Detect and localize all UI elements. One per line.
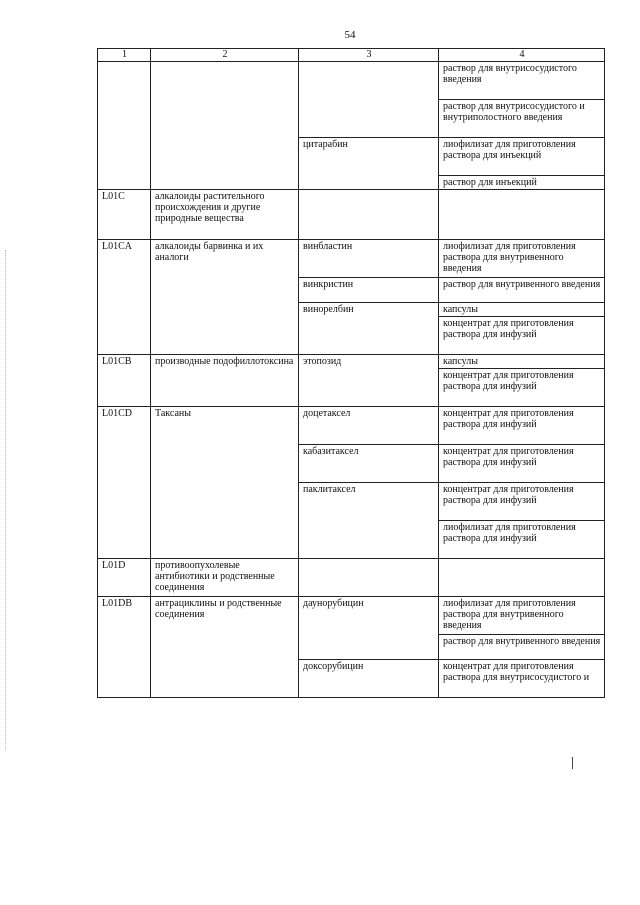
dosage-form-cell: раствор для инъекций — [439, 176, 605, 190]
table-row — [98, 190, 605, 240]
dosage-form-cell: раствор для внутривенного введения — [439, 635, 605, 660]
dosage-form-cell: капсулы — [439, 355, 605, 369]
drug-table — [97, 48, 605, 698]
dosage-form-cell: лиофилизат для приготовления раствора для инфузий — [439, 521, 605, 559]
dosage-form-cell: лиофилизат для приготовления раствора для инъекций — [439, 138, 605, 176]
table-row — [98, 355, 605, 369]
group-name-cell: производные подофиллотоксина — [151, 355, 299, 407]
column-number: 3 — [299, 49, 439, 62]
dosage-form-cell: раствор для внутрисосудистого и внутриполостного введения — [439, 100, 605, 138]
atc-code-cell: L01D — [98, 559, 151, 597]
column-number-row — [98, 49, 605, 62]
drug-name-cell: винкристин — [299, 278, 439, 303]
dosage-form-cell: концентрат для приготовления раствора для инфузий — [439, 407, 605, 445]
column-number: 2 — [151, 49, 299, 62]
drug-name-cell: этопозид — [299, 355, 439, 407]
dosage-form-cell: концентрат для приготовления раствора для инфузий — [439, 483, 605, 521]
group-name-cell: алкалоиды растительного происхождения и другие природные вещества — [151, 190, 299, 240]
drug-name-cell — [299, 62, 439, 138]
group-name-cell: алкалоиды барвинка и их аналоги — [151, 240, 299, 355]
dosage-form-cell: раствор для внутрисосудистого введения — [439, 62, 605, 100]
dosage-form-cell: концентрат для приготовления раствора для инфузий — [439, 445, 605, 483]
dosage-form-cell: концентрат для приготовления раствора для внутрисосудистого и — [439, 660, 605, 698]
table-row — [98, 240, 605, 278]
dosage-form-cell: лиофилизат для приготовления раствора для внутривенного введения — [439, 597, 605, 635]
atc-code-cell: L01C — [98, 190, 151, 240]
drug-name-cell: паклитаксел — [299, 483, 439, 559]
margin-scan-line — [5, 250, 6, 750]
drug-name-cell: винбластин — [299, 240, 439, 278]
page-number: 54 — [344, 29, 356, 41]
drug-name-cell: винорелбин — [299, 303, 439, 355]
drug-name-cell: доксорубицин — [299, 660, 439, 698]
column-number: 4 — [439, 49, 605, 62]
dosage-form-cell: капсулы — [439, 303, 605, 317]
table-row — [98, 62, 605, 100]
dosage-form-cell — [439, 559, 605, 597]
atc-code-cell: L01CA — [98, 240, 151, 355]
dosage-form-cell: раствор для внутривенного введения — [439, 278, 605, 303]
group-name-cell: антрациклины и родственные соединения — [151, 597, 299, 698]
drug-name-cell: даунорубицин — [299, 597, 439, 660]
column-number: 1 — [98, 49, 151, 62]
dosage-form-cell: лиофилизат для приготовления раствора для внутривенного введения — [439, 240, 605, 278]
dosage-form-cell: концентрат для приготовления раствора для инфузий — [439, 369, 605, 407]
drug-name-cell — [299, 559, 439, 597]
drug-name-cell — [299, 190, 439, 240]
group-name-cell: Таксаны — [151, 407, 299, 559]
drug-name-cell: цитарабин — [299, 138, 439, 190]
group-name-cell: противоопухолевые антибиотики и родственные соединения — [151, 559, 299, 597]
atc-code-cell: L01CD — [98, 407, 151, 559]
table-row — [98, 597, 605, 635]
dosage-form-cell — [439, 190, 605, 240]
edge-scan-mark — [572, 757, 573, 769]
group-name-cell — [151, 62, 299, 190]
atc-code-cell — [98, 62, 151, 190]
dosage-form-cell: концентрат для приготовления раствора для инфузий — [439, 317, 605, 355]
table-row — [98, 559, 605, 597]
atc-code-cell: L01CB — [98, 355, 151, 407]
drug-name-cell: кабазитаксел — [299, 445, 439, 483]
table-row — [98, 407, 605, 445]
atc-code-cell: L01DB — [98, 597, 151, 698]
drug-name-cell: доцетаксел — [299, 407, 439, 445]
